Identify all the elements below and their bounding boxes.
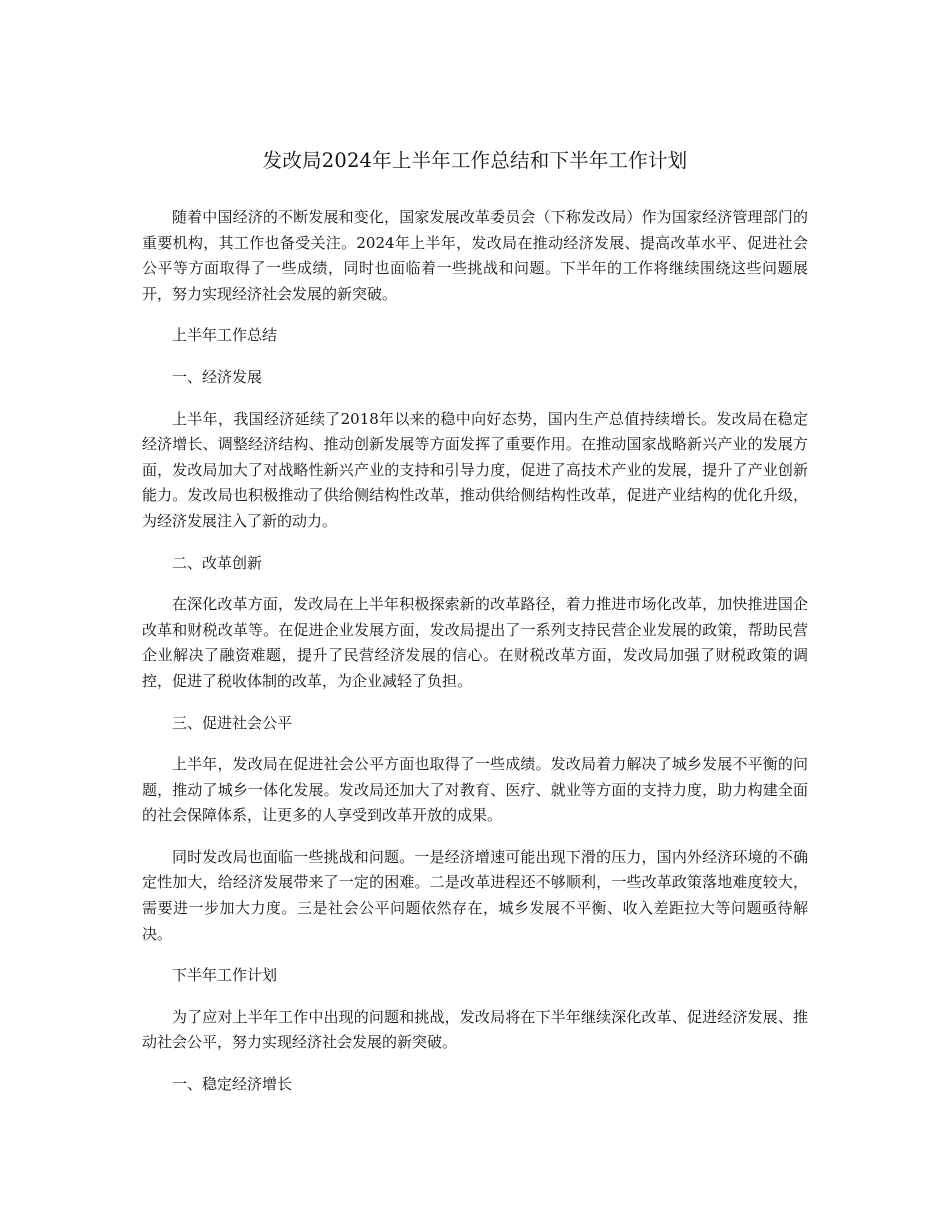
subsection-heading-reform-innovation: 二、改革创新 — [172, 553, 263, 572]
document-title: 发改局2024年上半年工作总结和下半年工作计划 — [262, 149, 688, 172]
subsection-heading-social-equity: 三、促进社会公平 — [172, 713, 293, 732]
section-heading-second-half-plan: 下半年工作计划 — [172, 966, 278, 985]
social-equity-paragraph: 上半年，发改局在促进社会公平方面也取得了一些成绩。发改局着力解决了城乡发展不平衡的问题，推动了城乡一体化发展。发改局还加大了对教育、医疗、就业等方面的支持力度，助力构建全面的社会保障体系，让更多的人享受到改革开放的成果。 — [142, 755, 808, 825]
section-heading-first-half-summary: 上半年工作总结 — [172, 326, 278, 345]
subsection-heading-economic-development: 一、经济发展 — [172, 367, 263, 386]
intro-paragraph: 随着中国经济的不断发展和变化，国家发展改革委员会（下称发改局）作为国家经济管理部门的重要机构，其工作也备受关注。2024年上半年，发改局在推动经济发展、提高改革水平、促进社会公平等方面取得了一些成绩，同时也面临着一些挑战和问题。下半年的工作将继续围绕这些问题展开，努力实现经济社会发展的新突破。 — [142, 208, 808, 303]
challenges-paragraph: 同时发改局也面临一些挑战和问题。一是经济增速可能出现下滑的压力，国内外经济环境的不确定性加大，给经济发展带来了一定的困难。二是改革进程还不够顺利，一些改革政策落地难度较大，需要进一步加大力度。三是社会公平问题依然存在，城乡发展不平衡、收入差距拉大等问题亟待解决。 — [142, 847, 808, 943]
subsection-heading-stabilize-growth: 一、稳定经济增长 — [172, 1075, 293, 1094]
plan-intro-paragraph: 为了应对上半年工作中出现的问题和挑战，发改局将在下半年继续深化改革、促进经济发展、推动社会公平，努力实现经济社会发展的新突破。 — [142, 1007, 808, 1052]
economic-development-paragraph: 上半年，我国经济延续了2018年以来的稳中向好态势，国内生产总值持续增长。发改局在稳定经济增长、调整经济结构、推动创新发展等方面发挥了重要作用。在推动国家战略新兴产业的发展方面，发改局加大了对战略性新兴产业的支持和引导力度，促进了高技术产业的发展，提升了产业创新能力。发改局也积极推动了供给侧结构性改革，推动供给侧结构性改革，促进产业结构的优化升级，为经济发展注入了新的动力。 — [142, 409, 808, 530]
reform-innovation-paragraph: 在深化改革方面，发改局在上半年积极探索新的改革路径，着力推进市场化改革，加快推进国企改革和财税改革等。在促进企业发展方面，发改局提出了一系列支持民营企业发展的政策，帮助民营企业解决了融资难题，提升了民营经济发展的信心。在财税改革方面，发改局加强了财税政策的调控，促进了税收体制的改革，为企业减轻了负担。 — [142, 595, 808, 690]
document-body — [142, 205, 808, 1098]
